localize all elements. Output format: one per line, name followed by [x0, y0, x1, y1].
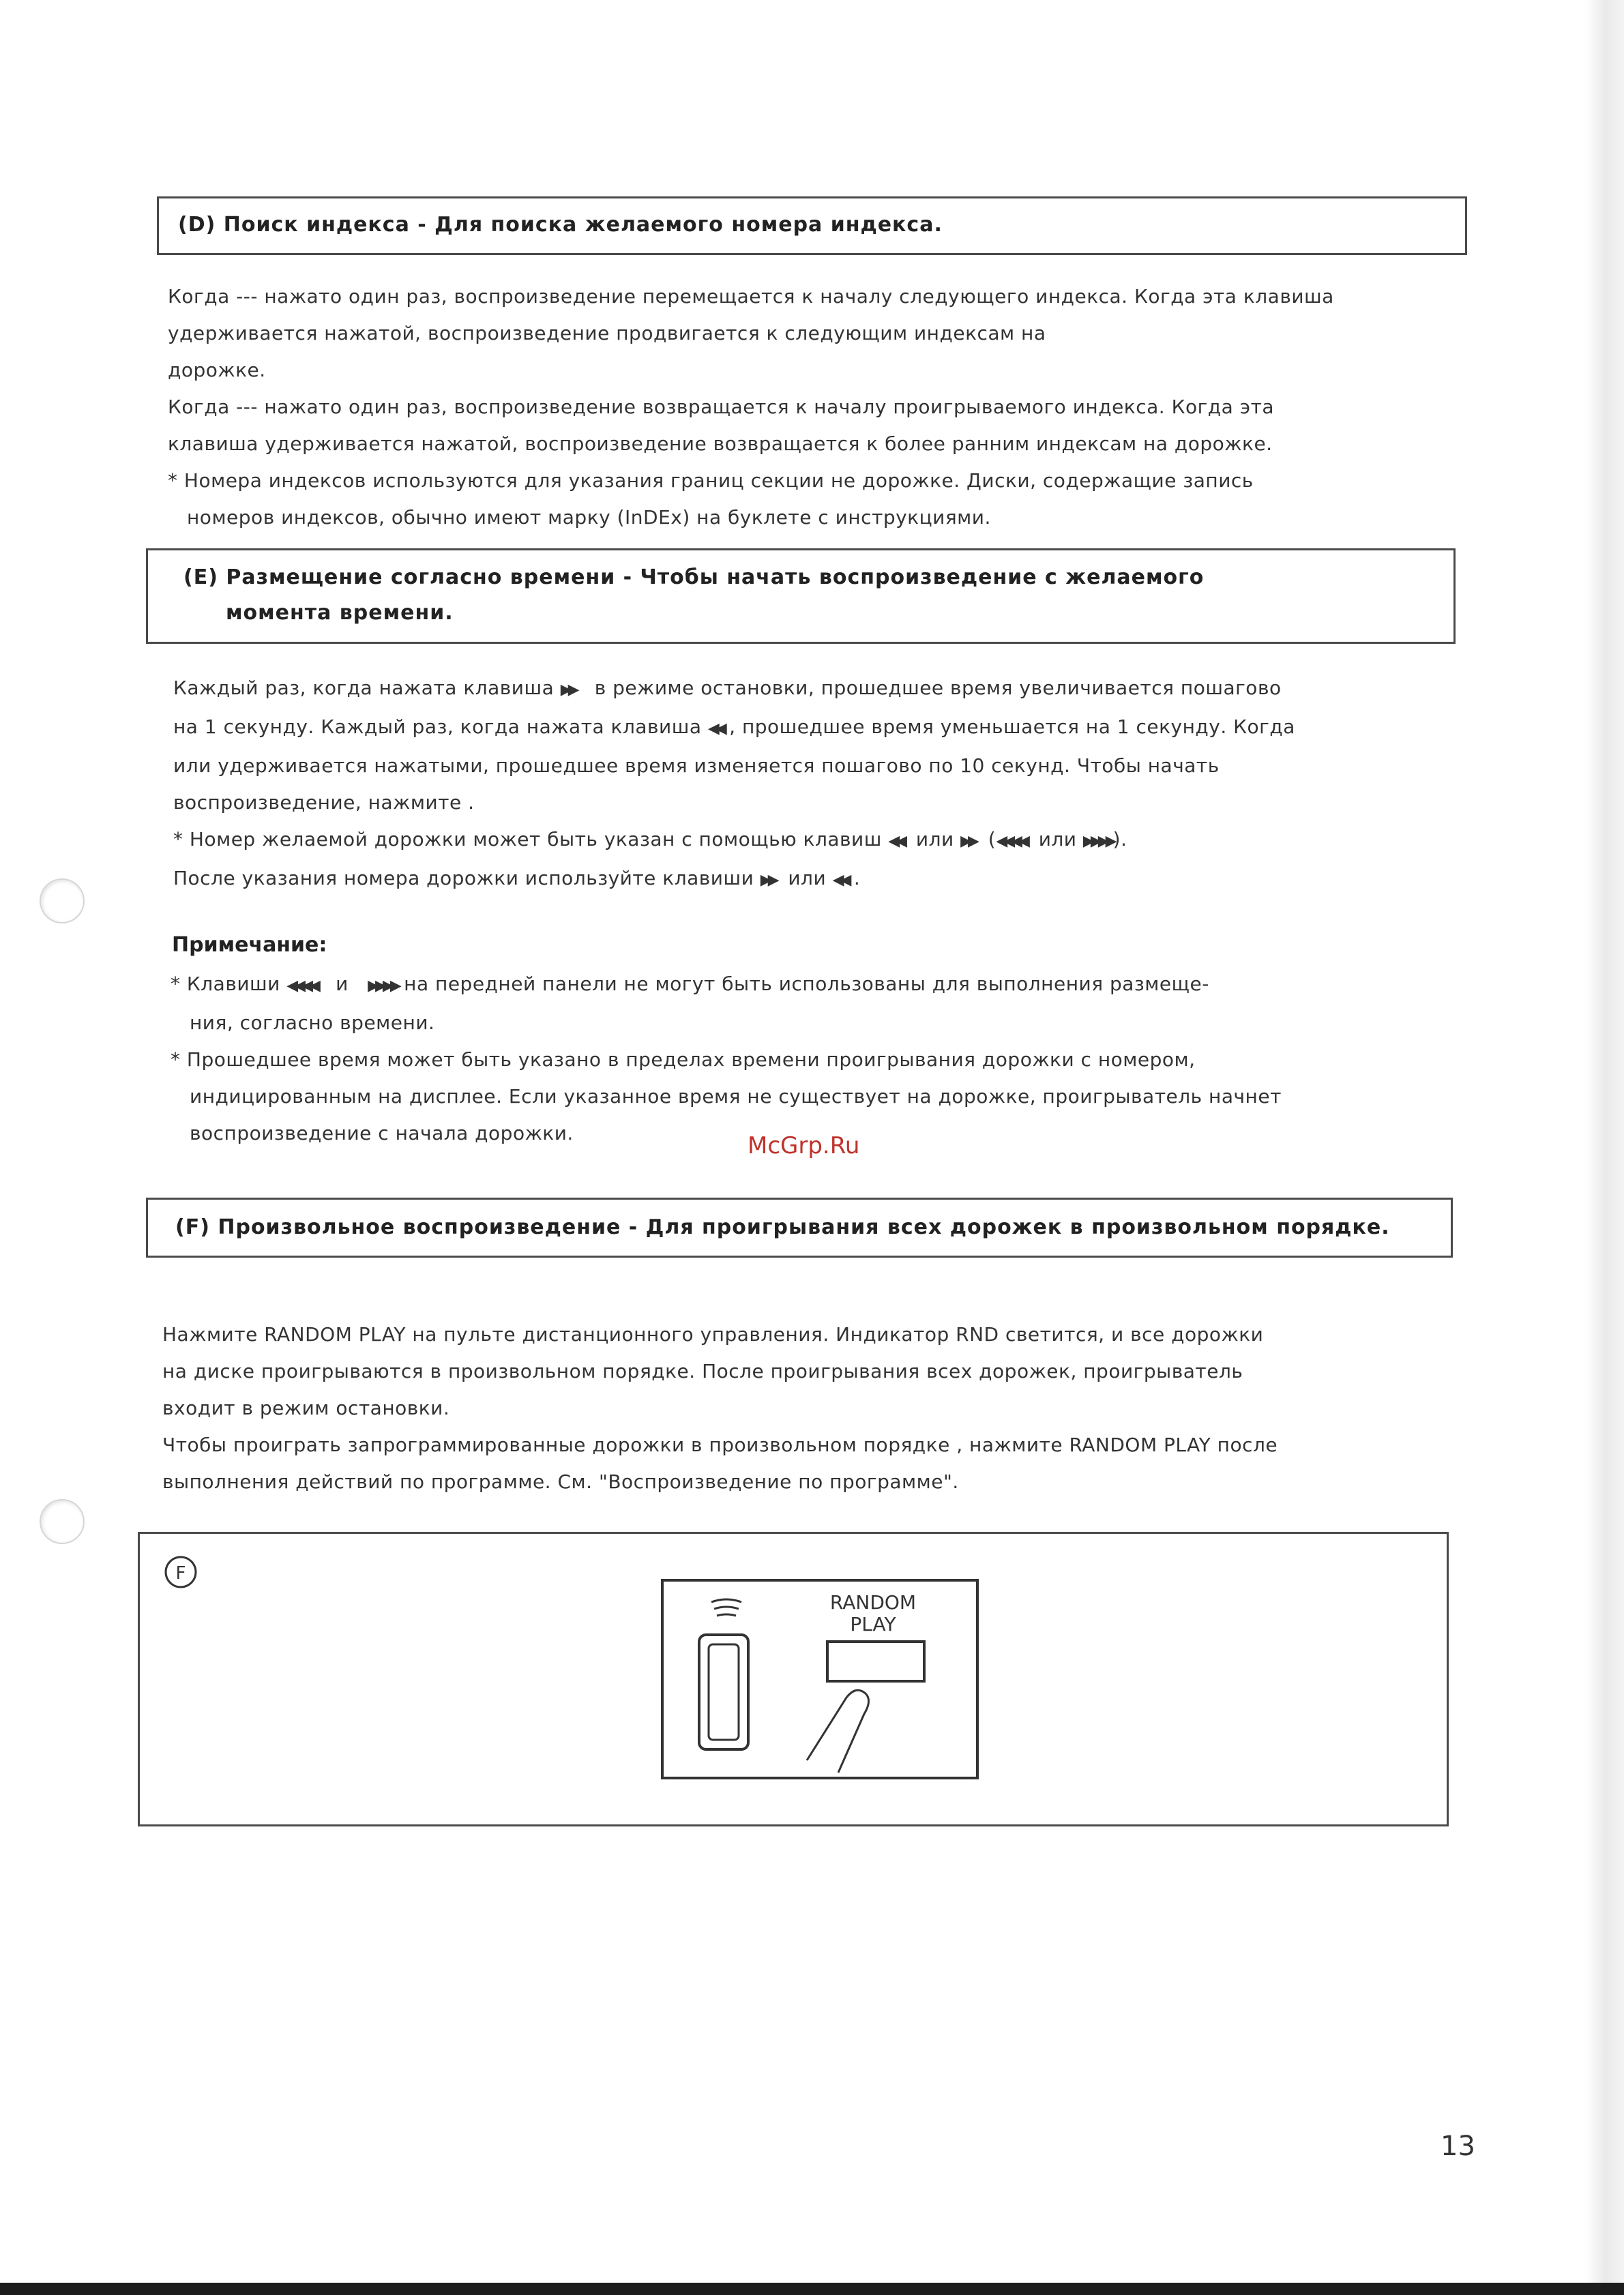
text-line: входит в режим остановки. — [162, 1397, 450, 1419]
section-f-title: (F) Произвольное воспроизведение - Для проигрывания всех дорожек в произвольном порядке. — [175, 1215, 1390, 1239]
section-d-title: (D) Поиск индекса - Для поиска желаемого номера индекса. — [178, 213, 943, 237]
text-line: клавиша удерживается нажатой, воспроизведение возвращается к более ранним индексам на дорожке. — [168, 432, 1273, 455]
forward-icon: ▶▶ — [960, 833, 975, 850]
punch-hole-bottom — [40, 1499, 85, 1544]
remote-slot-icon — [699, 1635, 748, 1749]
text-line: номеров индексов, обычно имеют марку (InDEx) на буклете с инструкциями. — [187, 506, 991, 529]
forward-icon: ▶▶ — [560, 681, 576, 698]
backward-fast-icon: ◀◀◀◀ — [996, 833, 1026, 850]
backward-icon: ◀◀ — [707, 720, 723, 737]
text-line: Когда --- нажато один раз, воспроизведение перемещается к началу следующего индекса. Когда эта клавиша — [168, 285, 1334, 308]
section-e-text — [173, 670, 1469, 899]
text-line: индицированным на дисплее. Если указанное время не существует на дорожке, проигрыватель начнет — [190, 1085, 1282, 1108]
forward-fast-icon: ▶▶▶▶ — [368, 977, 398, 994]
backward-icon: ◀◀ — [832, 872, 848, 889]
signal-icon — [711, 1599, 741, 1616]
text-line: выполнения действий по программе. См. "Воспроизведение по программе". — [162, 1470, 959, 1493]
watermark: McGrp.Ru — [748, 1132, 860, 1159]
forward-icon: ▶▶ — [760, 872, 776, 889]
text-span: или — [1038, 828, 1077, 850]
text-span: на передней панели не могут быть использованы для выполнения размеще- — [404, 973, 1209, 995]
section-d-text — [168, 278, 1464, 536]
random-play-button — [827, 1642, 924, 1681]
text-span: ). — [1112, 828, 1127, 850]
button-label-2: PLAY — [850, 1613, 896, 1635]
text-span: , прошедшее время уменьшается на 1 секунду. Когда — [729, 715, 1295, 738]
note-text — [171, 966, 1466, 1152]
text-span: в режиме остановки, прошедшее время увеличивается пошагово — [594, 677, 1282, 699]
section-f-header-box — [146, 1198, 1453, 1258]
finger-icon — [807, 1690, 869, 1773]
text-span: ( — [988, 828, 996, 850]
text-span: или — [915, 828, 954, 850]
section-f-text — [162, 1316, 1458, 1500]
text-line: воспроизведение, нажмите . — [173, 791, 475, 814]
text-line: или удерживается нажатыми, прошедшее время изменяется пошагово по 10 секунд. Чтобы начать — [173, 754, 1220, 777]
figure-f-box — [138, 1532, 1449, 1826]
text-span: Каждый раз, когда нажата клавиша — [173, 677, 555, 699]
text-line: дорожке. — [168, 359, 266, 381]
section-e-title-line-2: момента времени. — [226, 601, 454, 625]
button-label-1: RANDOM — [829, 1591, 917, 1614]
figure-label: F — [175, 1563, 186, 1584]
scan-edge — [1586, 0, 1624, 2295]
backward-icon: ◀◀ — [888, 833, 904, 850]
text-span: . — [853, 867, 861, 889]
backward-fast-icon: ◀◀◀◀ — [286, 977, 316, 994]
punch-hole-top — [40, 878, 85, 923]
text-span: или — [788, 867, 827, 889]
text-line: Нажмите RANDOM PLAY на пульте дистанционного управления. Индикатор RND светится, и все дорожки — [162, 1323, 1264, 1346]
text-span: * Номер желаемой дорожки может быть указан с помощью клавиш — [173, 828, 882, 850]
page-number: 13 — [1441, 2131, 1475, 2162]
section-d-header-box — [157, 196, 1467, 255]
text-span: После указания номера дорожки используйте клавиши — [173, 867, 754, 889]
text-line: * Прошедшее время может быть указано в пределах времени проигрывания дорожки с номером, — [171, 1048, 1196, 1071]
text-line: воспроизведение с начала дорожки. — [190, 1122, 574, 1144]
text-line: на диске проигрываются в произвольном порядке. После проигрывания всех дорожек, проигрыватель — [162, 1360, 1243, 1382]
figure-label-badge — [166, 1557, 196, 1587]
text-span: и — [336, 973, 349, 995]
text-line: Когда --- нажато один раз, воспроизведение возвращается к началу проигрываемого индекса. Когда эта — [168, 396, 1275, 418]
remote-illustration — [140, 1534, 1447, 1824]
forward-fast-icon: ▶▶▶▶ — [1082, 833, 1113, 850]
section-e-title-line-1: (E) Размещение согласно времени - Чтобы начать воспроизведение с желаемого — [183, 565, 1205, 589]
text-span: * Клавиши — [171, 973, 280, 995]
section-e-header-box — [146, 548, 1456, 644]
text-line: удерживается нажатой, воспроизведение продвигается к следующим индексам на — [168, 322, 1046, 344]
scan-bottom-edge — [0, 2283, 1624, 2295]
text-span: на 1 секунду. Каждый раз, когда нажата клавиша — [173, 715, 702, 738]
text-line: * Номера индексов используются для указания границ секции не дорожке. Диски, содержащие запись — [168, 469, 1254, 492]
text-line: ния, согласно времени. — [190, 1011, 435, 1034]
note-heading: Примечание: — [172, 933, 327, 957]
text-line: Чтобы проиграть запрограммированные дорожки в произвольном порядке , нажмите RANDOM PLAY после — [162, 1434, 1278, 1456]
